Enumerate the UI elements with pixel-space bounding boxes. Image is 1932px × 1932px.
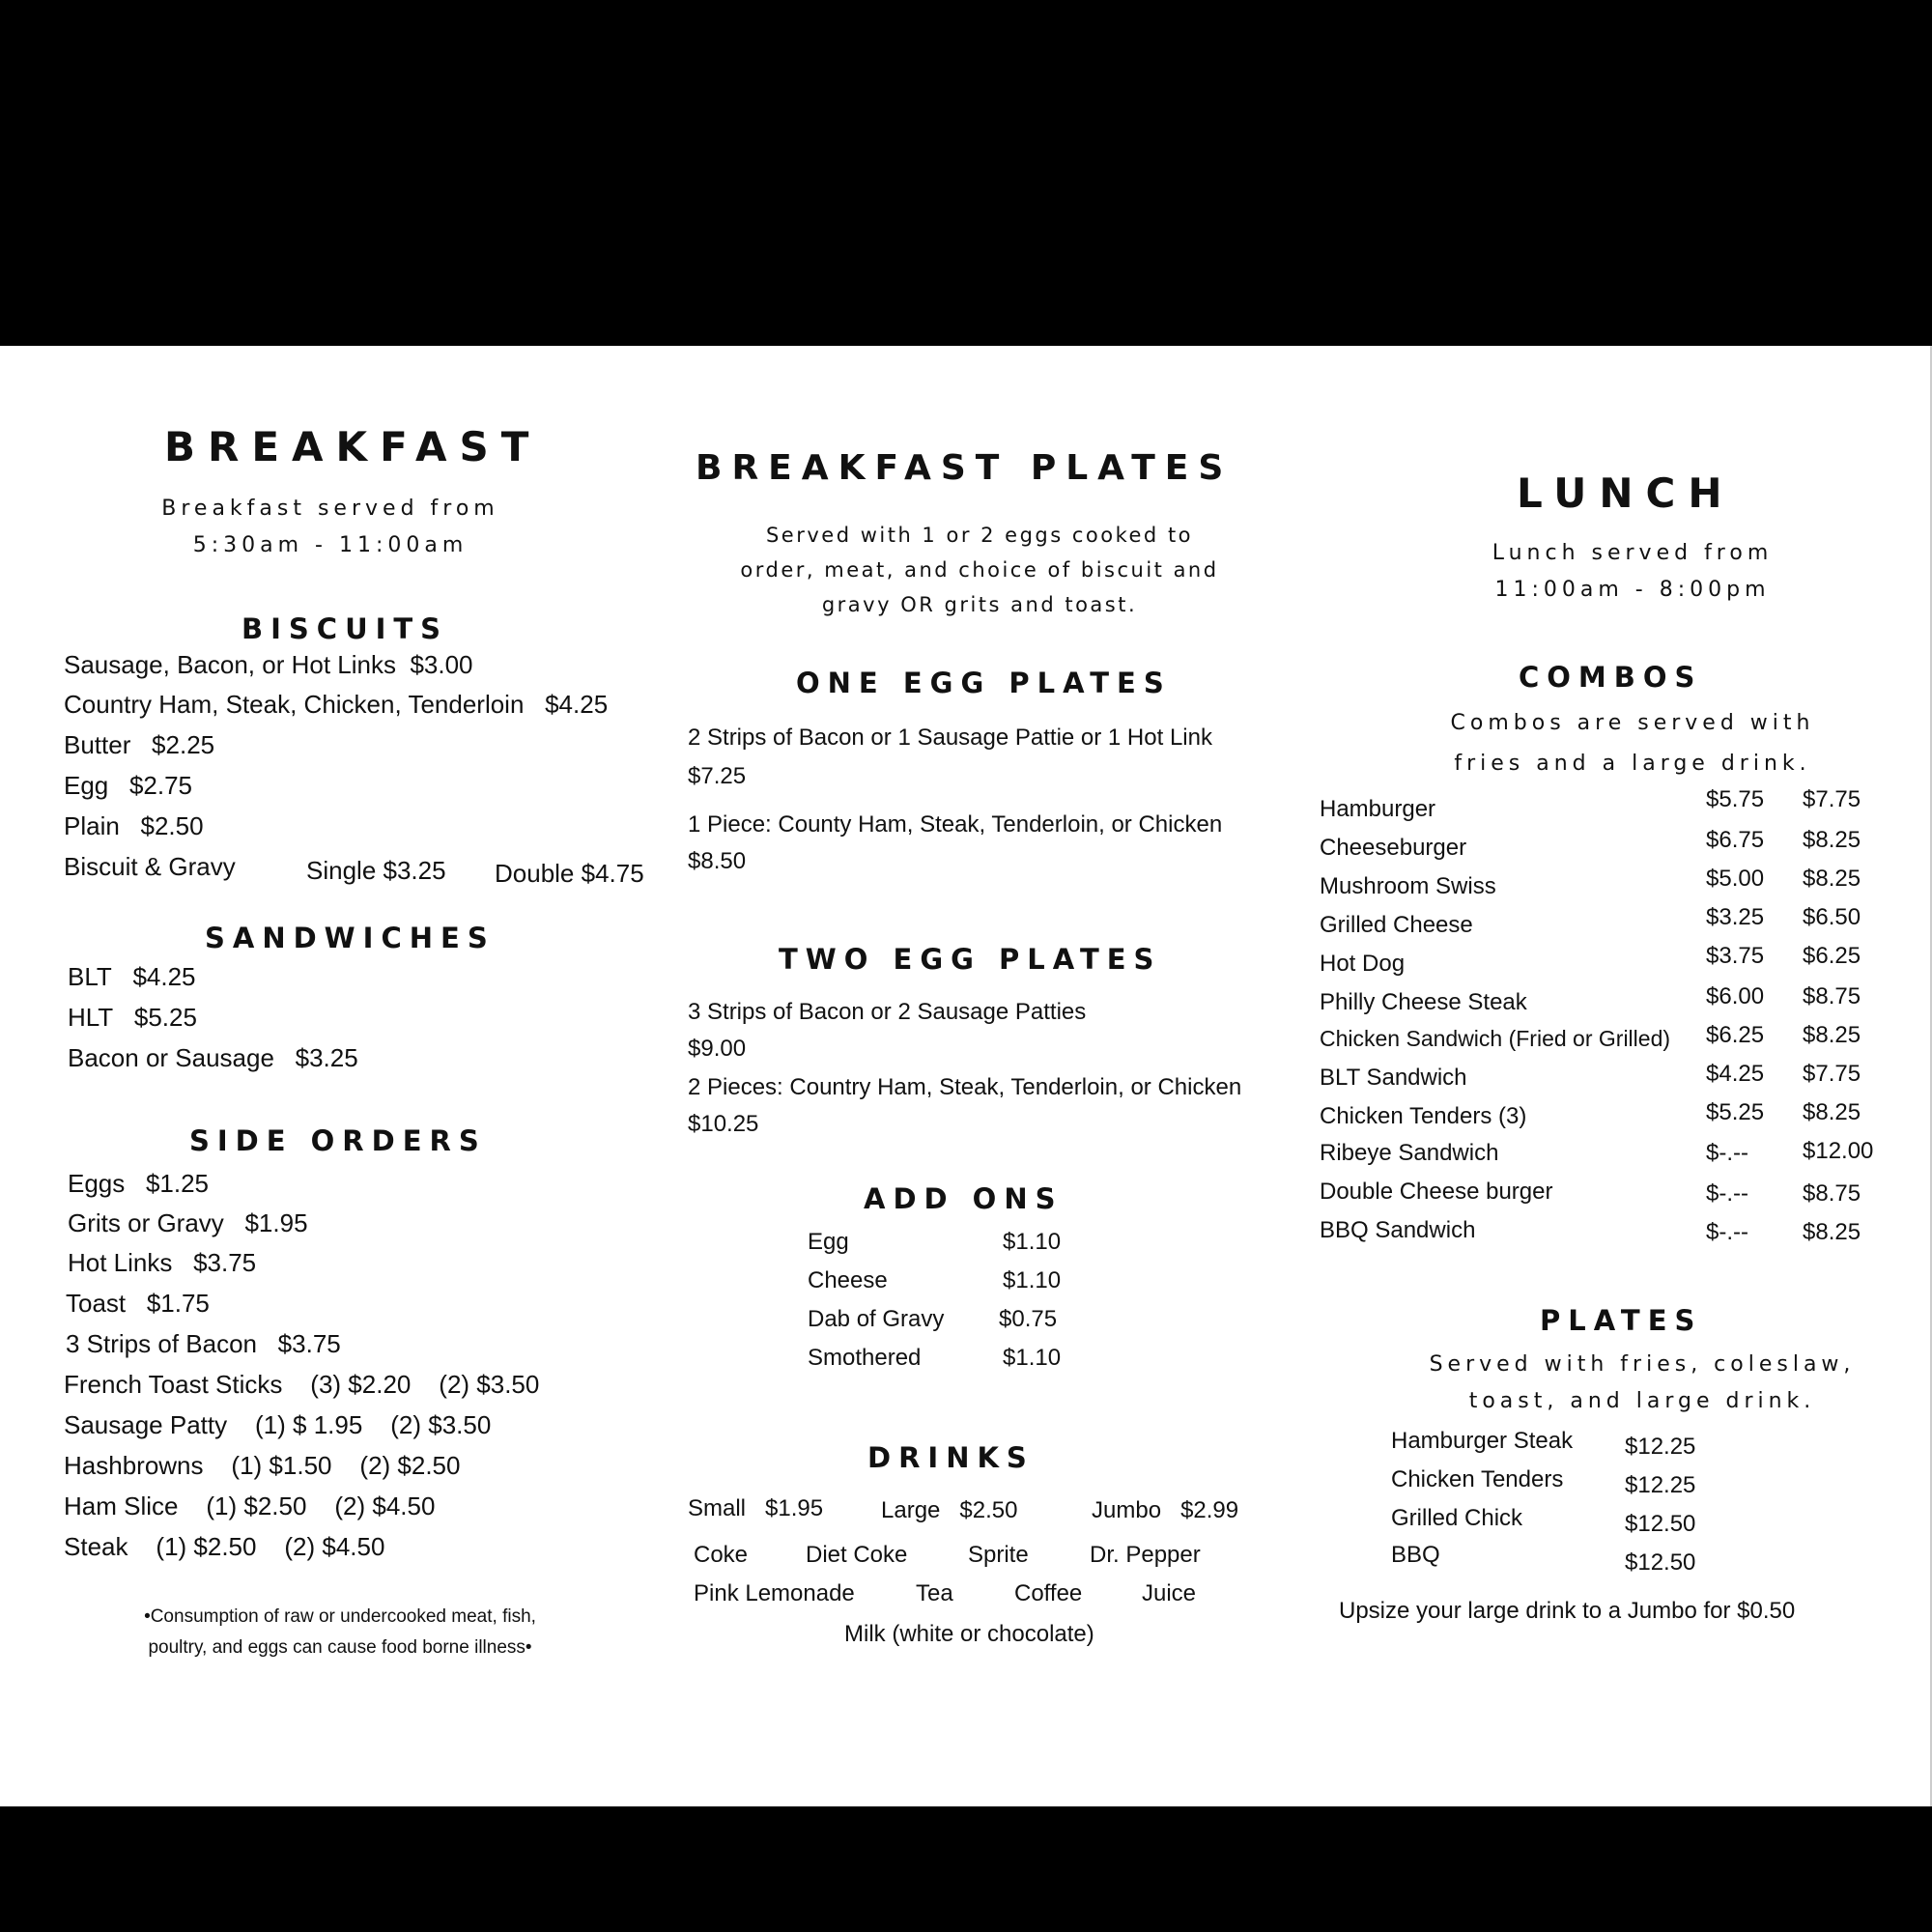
drink-option: Diet Coke xyxy=(806,1542,908,1568)
item-price: $3.00 xyxy=(410,650,473,679)
addon-price: $0.75 xyxy=(999,1306,1058,1332)
food-safety-warning xyxy=(108,1602,572,1663)
size-price: $1.95 xyxy=(765,1495,824,1521)
combo-name: BBQ Sandwich xyxy=(1320,1217,1476,1243)
combo-price-combo: $8.25 xyxy=(1803,827,1861,853)
item-name: 3 Strips of Bacon xyxy=(66,1329,257,1358)
menu-item xyxy=(64,1532,384,1562)
menu-item xyxy=(64,1370,539,1400)
plate-name: BBQ xyxy=(1391,1542,1440,1568)
menu-item xyxy=(68,1169,209,1199)
item-price: $3.75 xyxy=(277,1329,341,1358)
item-price-double: Double $4.75 xyxy=(495,859,644,888)
warning-line1: •Consumption of raw or undercooked meat, fish, xyxy=(144,1606,536,1627)
size-name: Jumbo xyxy=(1092,1497,1162,1523)
two-egg-heading: TWO EGG PLATES xyxy=(779,943,1162,976)
item-name: Hot Links xyxy=(68,1248,173,1277)
menu-item xyxy=(64,650,473,680)
item-name: Egg xyxy=(64,771,109,800)
plate-option: 2 Strips of Bacon or 1 Sausage Pattie or 1 Hot Link xyxy=(688,724,1212,751)
combo-price-single: $6.25 xyxy=(1706,1022,1765,1048)
combo-price-combo: $8.25 xyxy=(1803,1022,1861,1048)
side-orders-heading: SIDE ORDERS xyxy=(189,1124,487,1157)
plate-option: 3 Strips of Bacon or 2 Sausage Patties xyxy=(688,999,1087,1025)
combo-name: Philly Cheese Steak xyxy=(1320,989,1527,1015)
plate-price: $8.50 xyxy=(688,848,747,874)
menu-sheet xyxy=(0,346,1932,1806)
item-price: $1.25 xyxy=(145,1169,210,1198)
menu-item xyxy=(68,1248,256,1278)
drink-option: Sprite xyxy=(968,1542,1029,1568)
combo-name: Hot Dog xyxy=(1320,951,1406,977)
combo-price-combo: $8.25 xyxy=(1803,1099,1861,1125)
item-price: $2.50 xyxy=(140,811,204,840)
item-price: (1) $ 1.95 xyxy=(255,1410,363,1439)
item-name: Steak xyxy=(64,1532,128,1561)
lunch-hours-line2: 11:00am - 8:00pm xyxy=(1494,578,1771,602)
combo-price-combo: $6.50 xyxy=(1803,904,1861,930)
menu-item xyxy=(68,1043,358,1073)
item-price: (2) $3.50 xyxy=(439,1370,540,1399)
plate-option: 2 Pieces: Country Ham, Steak, Tenderloin, or Chicken xyxy=(688,1074,1242,1100)
breakfast-plates-desc xyxy=(719,518,1240,622)
item-price: (2) $3.50 xyxy=(390,1410,492,1439)
addon-price: $1.10 xyxy=(1003,1345,1062,1371)
item-price-single: Single $3.25 xyxy=(306,856,446,885)
plate-price: $10.25 xyxy=(688,1111,759,1137)
add-ons-heading: ADD ONS xyxy=(864,1182,1064,1215)
drinks-heading: DRINKS xyxy=(867,1441,1035,1474)
addon-name: Dab of Gravy xyxy=(808,1306,945,1332)
drink-size xyxy=(688,1495,823,1522)
item-price: $1.75 xyxy=(146,1289,210,1318)
item-name: French Toast Sticks xyxy=(64,1370,283,1399)
plate-name: Hamburger Steak xyxy=(1391,1428,1574,1454)
drink-size xyxy=(881,1497,1017,1524)
combo-price-single: $6.00 xyxy=(1706,983,1765,1009)
plates-desc-line1: Served with fries, coleslaw, xyxy=(1429,1352,1856,1377)
menu-item xyxy=(64,1410,491,1440)
combos-desc xyxy=(1381,703,1884,784)
combo-price-single: $5.00 xyxy=(1706,866,1765,892)
addon-price: $1.10 xyxy=(1003,1229,1062,1255)
combo-price-single: $5.25 xyxy=(1706,1099,1765,1125)
item-name: Toast xyxy=(66,1289,127,1318)
item-price: (3) $2.20 xyxy=(310,1370,412,1399)
combo-price-combo: $7.75 xyxy=(1803,786,1861,812)
plate-price: $12.50 xyxy=(1625,1549,1696,1576)
plate-price: $9.00 xyxy=(688,1036,747,1062)
lunch-title: LUNCH xyxy=(1517,469,1735,517)
addon-name: Egg xyxy=(808,1229,849,1255)
combos-desc-line1: Combos are served with xyxy=(1450,711,1815,735)
warning-line2: poultry, and eggs can cause food borne illness• xyxy=(148,1637,532,1658)
combos-heading: COMBOS xyxy=(1519,661,1703,694)
one-egg-heading: ONE EGG PLATES xyxy=(796,667,1172,699)
combo-price-single: $-.-- xyxy=(1706,1180,1748,1207)
size-name: Large xyxy=(881,1497,941,1523)
size-price: $2.50 xyxy=(959,1497,1018,1523)
item-name: Sausage Patty xyxy=(64,1410,228,1439)
combo-name: BLT Sandwich xyxy=(1320,1065,1467,1091)
combo-name: Chicken Sandwich (Fried or Grilled) xyxy=(1320,1026,1671,1051)
combo-name: Hamburger xyxy=(1320,796,1436,822)
drink-option: Tea xyxy=(916,1580,953,1606)
plate-name: Chicken Tenders xyxy=(1391,1466,1564,1492)
combo-price-single: $6.75 xyxy=(1706,827,1765,853)
item-name: Eggs xyxy=(68,1169,126,1198)
combos-desc-line2: fries and a large drink. xyxy=(1454,752,1811,776)
biscuits-heading: BISCUITS xyxy=(242,612,449,645)
item-price: $4.25 xyxy=(545,690,609,719)
breakfast-plates-title: BREAKFAST PLATES xyxy=(696,448,1234,488)
plate-price: $12.50 xyxy=(1625,1511,1696,1537)
addon-name: Cheese xyxy=(808,1267,888,1293)
plate-option: 1 Piece: County Ham, Steak, Tenderloin, or Chicken xyxy=(688,811,1223,838)
drink-option: Pink Lemonade xyxy=(694,1580,855,1606)
item-price: $4.25 xyxy=(132,962,196,991)
plates-desc xyxy=(1352,1347,1932,1420)
menu-item xyxy=(64,811,204,841)
drink-option: Coffee xyxy=(1014,1580,1083,1606)
menu-item xyxy=(68,962,196,992)
menu-item xyxy=(64,1451,460,1481)
item-name: Bacon or Sausage xyxy=(68,1043,274,1072)
item-price: (2) $4.50 xyxy=(284,1532,385,1561)
plates-desc-line2: toast, and large drink. xyxy=(1468,1389,1816,1413)
item-name: Butter xyxy=(64,730,131,759)
combo-name: Grilled Cheese xyxy=(1320,912,1473,938)
combo-price-single: $5.75 xyxy=(1706,786,1765,812)
combo-price-combo: $12.00 xyxy=(1803,1138,1874,1164)
item-name: Plain xyxy=(64,811,120,840)
combo-name: Ribeye Sandwich xyxy=(1320,1140,1499,1166)
drink-size xyxy=(1092,1497,1238,1524)
item-price: (1) $2.50 xyxy=(156,1532,257,1561)
item-name: HLT xyxy=(68,1003,114,1032)
item-price: (1) $1.50 xyxy=(231,1451,332,1480)
desc-line3: gravy OR grits and toast. xyxy=(821,593,1138,616)
item-price: $5.25 xyxy=(133,1003,197,1032)
breakfast-hours-line2: 5:30am - 11:00am xyxy=(192,533,469,557)
menu-item xyxy=(66,1289,210,1319)
drink-option: Milk (white or chocolate) xyxy=(844,1621,1094,1647)
combo-price-combo: $8.25 xyxy=(1803,866,1861,892)
item-price: $2.25 xyxy=(152,730,215,759)
combo-price-combo: $8.75 xyxy=(1803,983,1861,1009)
combo-price-combo: $7.75 xyxy=(1803,1061,1861,1087)
item-price: (1) $2.50 xyxy=(206,1492,307,1520)
plate-price: $12.25 xyxy=(1625,1472,1696,1498)
combo-price-single: $3.25 xyxy=(1706,904,1765,930)
menu-item: Biscuit & Gravy xyxy=(64,852,236,881)
desc-line2: order, meat, and choice of biscuit and xyxy=(740,558,1219,582)
desc-line1: Served with 1 or 2 eggs cooked to xyxy=(765,524,1194,547)
combo-name: Mushroom Swiss xyxy=(1320,873,1496,899)
combo-name: Double Cheese burger xyxy=(1320,1179,1553,1205)
combo-price-single: $3.75 xyxy=(1706,943,1765,969)
combo-price-single: $-.-- xyxy=(1706,1140,1748,1166)
combo-price-combo: $8.75 xyxy=(1803,1180,1861,1207)
drink-option: Juice xyxy=(1142,1580,1197,1606)
plates-heading: PLATES xyxy=(1540,1304,1703,1337)
size-price: $2.99 xyxy=(1180,1497,1239,1523)
item-name: BLT xyxy=(68,962,112,991)
item-name: Hashbrowns xyxy=(64,1451,204,1480)
combo-name: Cheeseburger xyxy=(1320,835,1467,861)
item-price: $3.25 xyxy=(295,1043,358,1072)
lunch-hours xyxy=(1439,535,1826,609)
item-price: (2) $2.50 xyxy=(359,1451,461,1480)
item-price: (2) $4.50 xyxy=(334,1492,436,1520)
breakfast-title: BREAKFAST xyxy=(164,423,542,470)
item-name: Sausage, Bacon, or Hot Links xyxy=(64,650,396,679)
sandwiches-heading: SANDWICHES xyxy=(205,922,496,954)
item-name: Ham Slice xyxy=(64,1492,179,1520)
menu-item xyxy=(64,690,608,720)
item-name: Country Ham, Steak, Chicken, Tenderloin xyxy=(64,690,525,719)
addon-price: $1.10 xyxy=(1003,1267,1062,1293)
drink-option: Dr. Pepper xyxy=(1090,1542,1201,1568)
breakfast-hours-line1: Breakfast served from xyxy=(161,497,499,521)
menu-item xyxy=(66,1329,341,1359)
item-price: $2.75 xyxy=(128,771,193,800)
plate-price: $7.25 xyxy=(688,763,747,789)
addon-name: Smothered xyxy=(808,1345,922,1371)
item-price: $1.95 xyxy=(244,1208,308,1237)
upsize-note: Upsize your large drink to a Jumbo for $0.50 xyxy=(1339,1598,1796,1624)
combo-price-single: $-.-- xyxy=(1706,1219,1748,1245)
size-name: Small xyxy=(688,1495,747,1521)
breakfast-hours xyxy=(147,491,514,564)
plate-name: Grilled Chick xyxy=(1391,1505,1523,1531)
menu-item xyxy=(68,1003,197,1033)
combo-price-combo: $8.25 xyxy=(1803,1219,1861,1245)
combo-name: Chicken Tenders (3) xyxy=(1320,1103,1527,1129)
combo-price-combo: $6.25 xyxy=(1803,943,1861,969)
lunch-hours-line1: Lunch served from xyxy=(1492,541,1774,565)
item-name: Grits or Gravy xyxy=(68,1208,224,1237)
plate-price: $12.25 xyxy=(1625,1434,1696,1460)
menu-item xyxy=(64,771,192,801)
item-price: $3.75 xyxy=(193,1248,257,1277)
drink-option: Coke xyxy=(694,1542,749,1568)
combo-price-single: $4.25 xyxy=(1706,1061,1765,1087)
menu-item xyxy=(64,1492,435,1521)
menu-item xyxy=(68,1208,308,1238)
menu-item xyxy=(64,730,214,760)
